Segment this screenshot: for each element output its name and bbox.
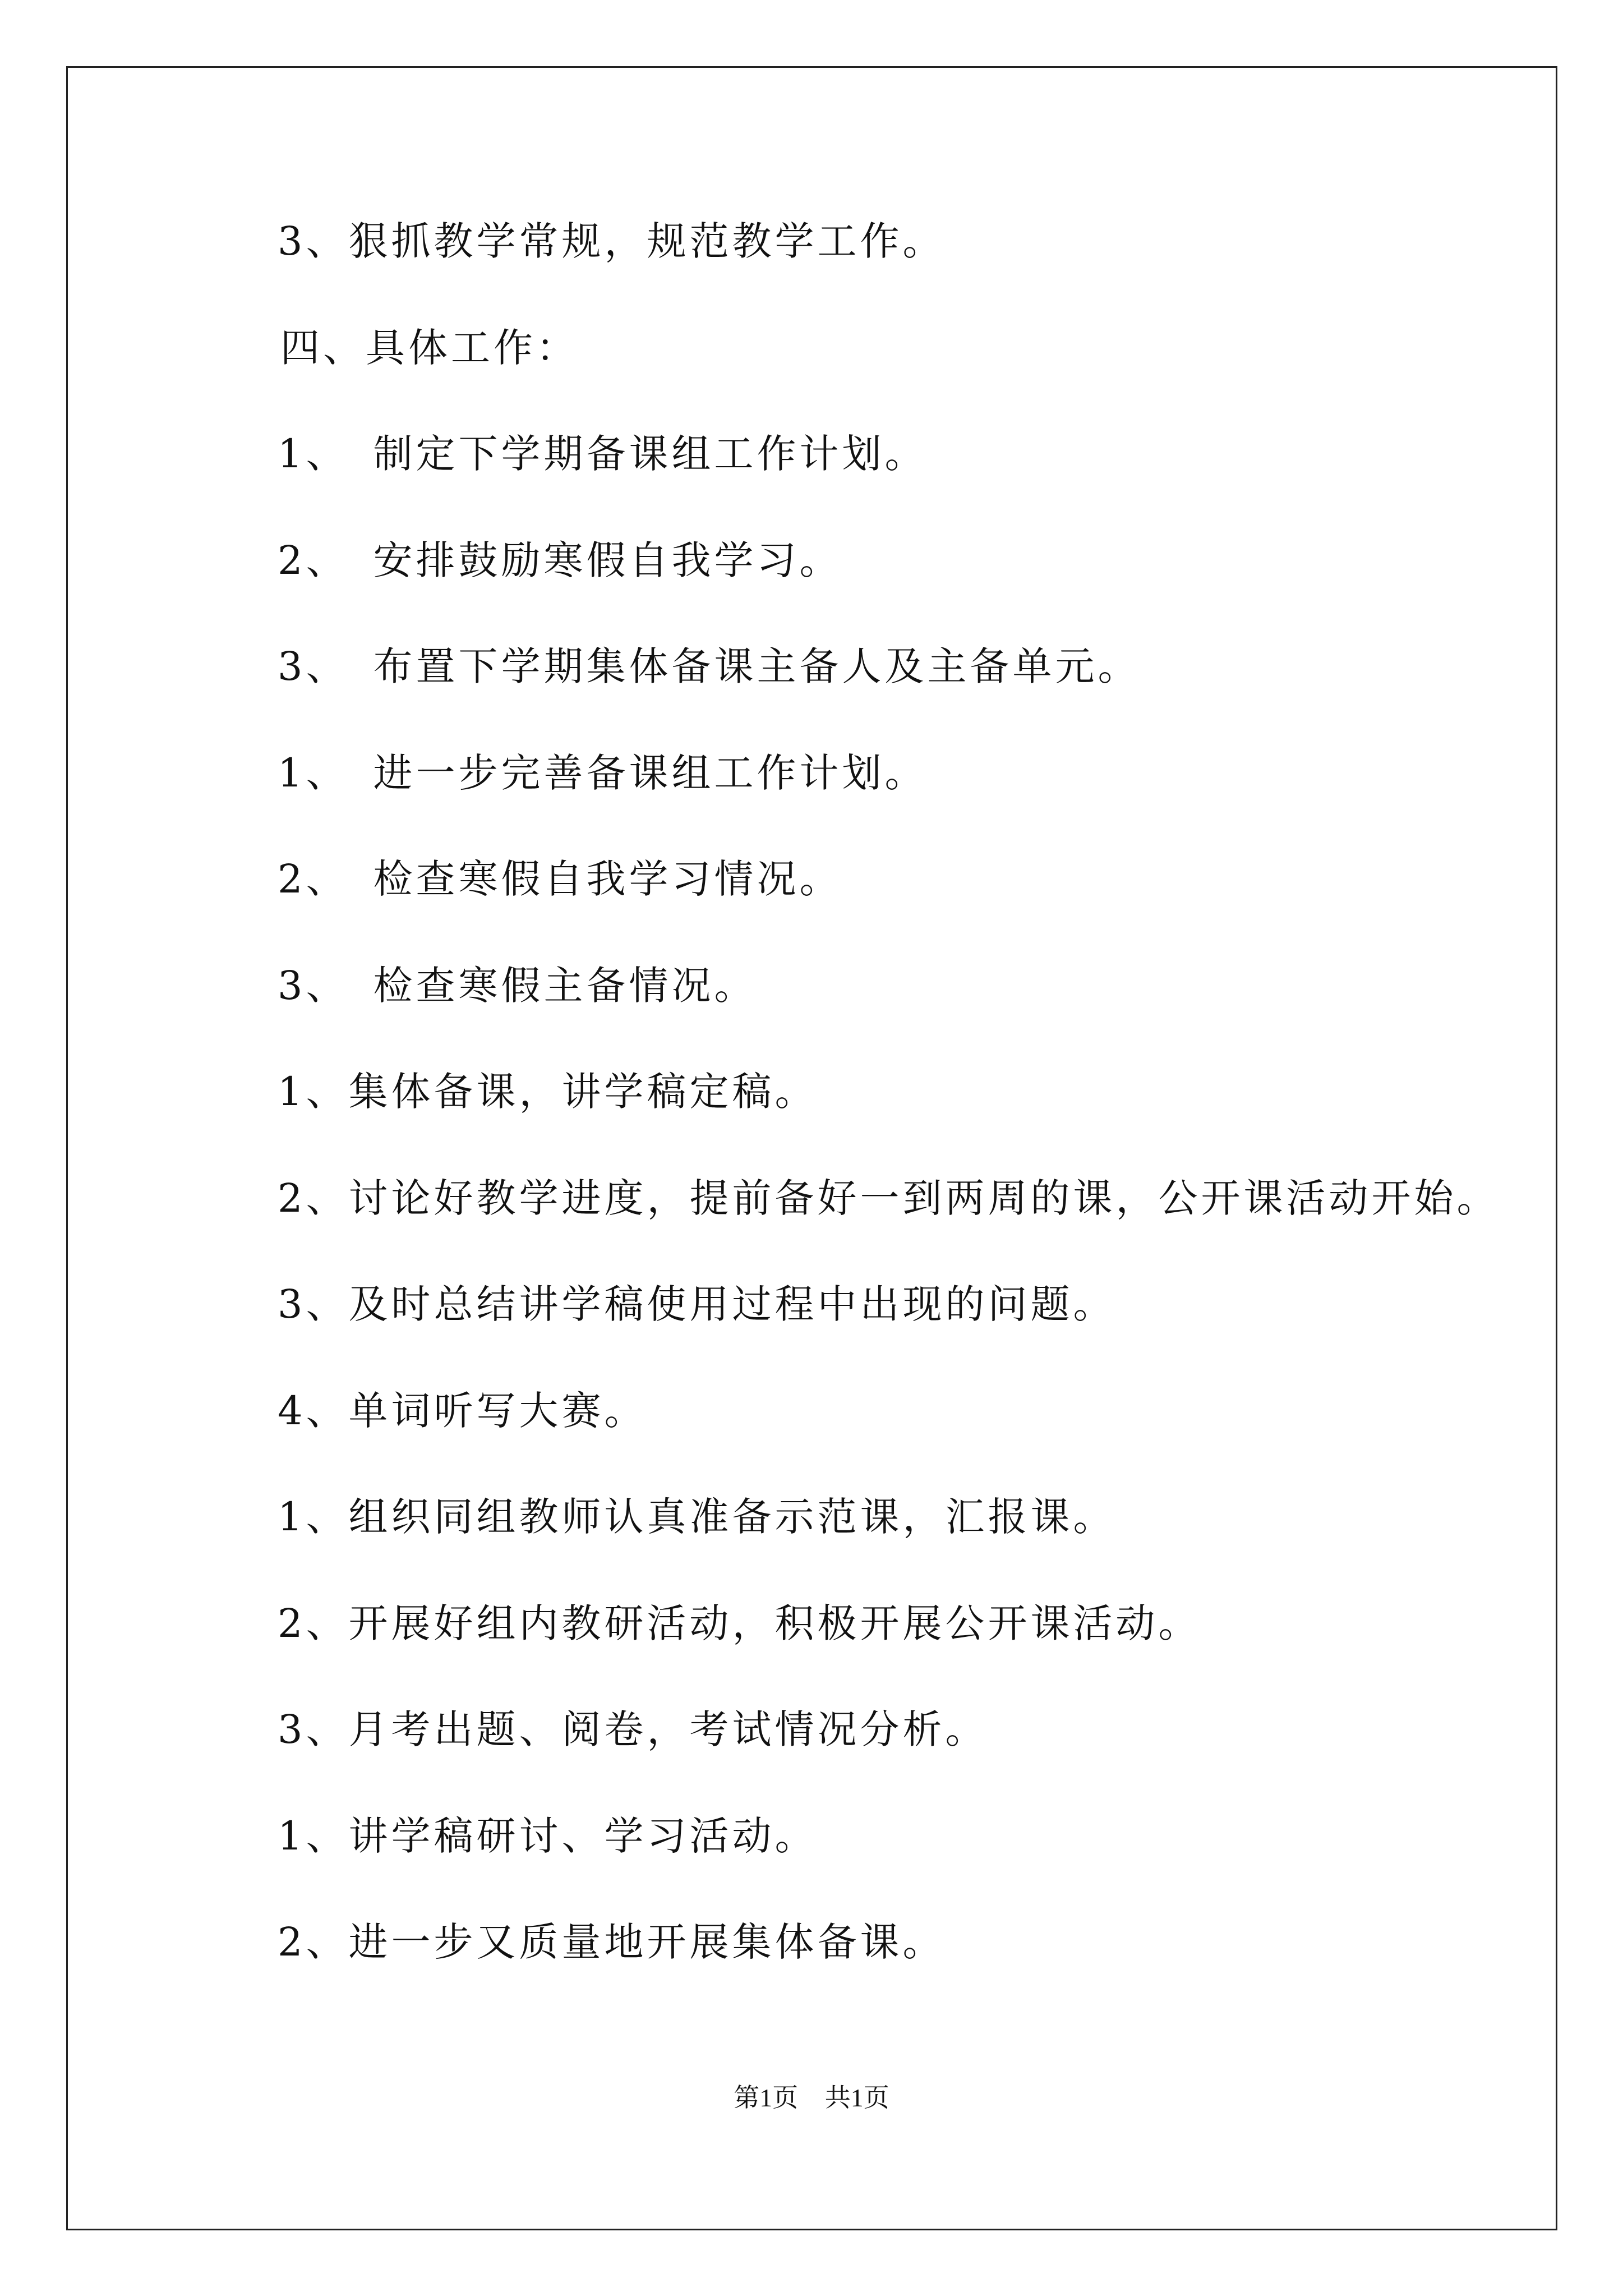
line-text: 制定下学期备课组工作计划。 [373,431,928,477]
list-separator: 、 [306,537,349,583]
line-text: 安排鼓励寒假自我学习。 [373,537,842,583]
page-footer [0,2081,1623,2115]
list-item [278,1808,818,1864]
list-separator: 、 [306,856,349,902]
list-item [278,213,946,269]
list-number: 4 [278,1388,306,1434]
list-separator: 、 [306,643,349,689]
line-text: 开展好组内教研活动，积极开展公开课活动。 [348,1600,1201,1646]
list-number: 1 [278,1494,306,1540]
list-separator: 、 [306,1388,349,1434]
list-number: 3 [278,1281,306,1327]
list-item [278,745,928,801]
list-separator: 、 [306,218,349,264]
list-separator: 、 [306,1919,349,1965]
list-item [278,426,928,482]
list-item [278,1064,818,1120]
list-separator: 、 [306,1706,349,1752]
list-separator: 、 [306,1600,349,1646]
list-separator: 、 [306,1175,349,1221]
list-number: 1 [278,750,306,796]
list-number: 3 [278,1706,306,1752]
page-number: 第1页 [734,2083,799,2112]
line-text: 进一步又质量地开展集体备课。 [348,1919,946,1965]
list-item [278,1489,1116,1545]
list-item [278,1914,946,1970]
line-text: 讲学稿研讨、学习活动。 [348,1813,818,1859]
line-text: 进一步完善备课组工作计划。 [373,750,928,796]
list-item [278,958,757,1014]
list-number: 2 [278,1175,306,1221]
line-text: 组织同组教师认真准备示范课，汇报课。 [348,1494,1116,1540]
line-text: 四、具体工作： [280,325,579,371]
list-number: 3 [278,643,306,689]
list-separator: 、 [306,1281,349,1327]
list-separator: 、 [306,750,349,796]
list-separator: 、 [306,431,349,477]
list-separator: 、 [306,1813,349,1859]
list-number: 3 [278,218,306,264]
list-number: 1 [278,431,306,477]
list-number: 2 [278,1919,306,1965]
list-item [278,532,842,588]
list-item [278,851,842,907]
list-item [278,1383,647,1439]
list-number: 3 [278,963,306,1009]
list-item [278,1276,1116,1332]
line-text: 集体备课，讲学稿定稿。 [348,1069,818,1115]
section-heading [280,320,579,376]
list-item [278,1595,1201,1651]
list-number: 2 [278,856,306,902]
line-text: 月考出题、阅卷，考试情况分析。 [348,1706,988,1752]
list-item [278,1701,988,1757]
line-text: 讨论好教学进度，提前备好一到两周的课，公开课活动开始。 [348,1175,1500,1221]
list-separator: 、 [306,1494,349,1540]
list-number: 1 [278,1813,306,1859]
list-separator: 、 [306,1069,349,1115]
list-number: 2 [278,537,306,583]
line-text: 狠抓教学常规，规范教学工作。 [348,218,946,264]
list-item [278,638,1141,694]
page-total: 共1页 [824,2083,889,2112]
list-number: 2 [278,1600,306,1646]
line-text: 单词听写大赛。 [348,1388,647,1434]
line-text: 检查寒假自我学习情况。 [373,856,842,902]
line-text: 检查寒假主备情况。 [373,963,757,1009]
list-separator: 、 [306,963,349,1009]
list-item [278,1170,1500,1226]
line-text: 及时总结讲学稿使用过程中出现的问题。 [348,1281,1116,1327]
list-number: 1 [278,1069,306,1115]
line-text: 布置下学期集体备课主备人及主备单元。 [373,643,1141,689]
